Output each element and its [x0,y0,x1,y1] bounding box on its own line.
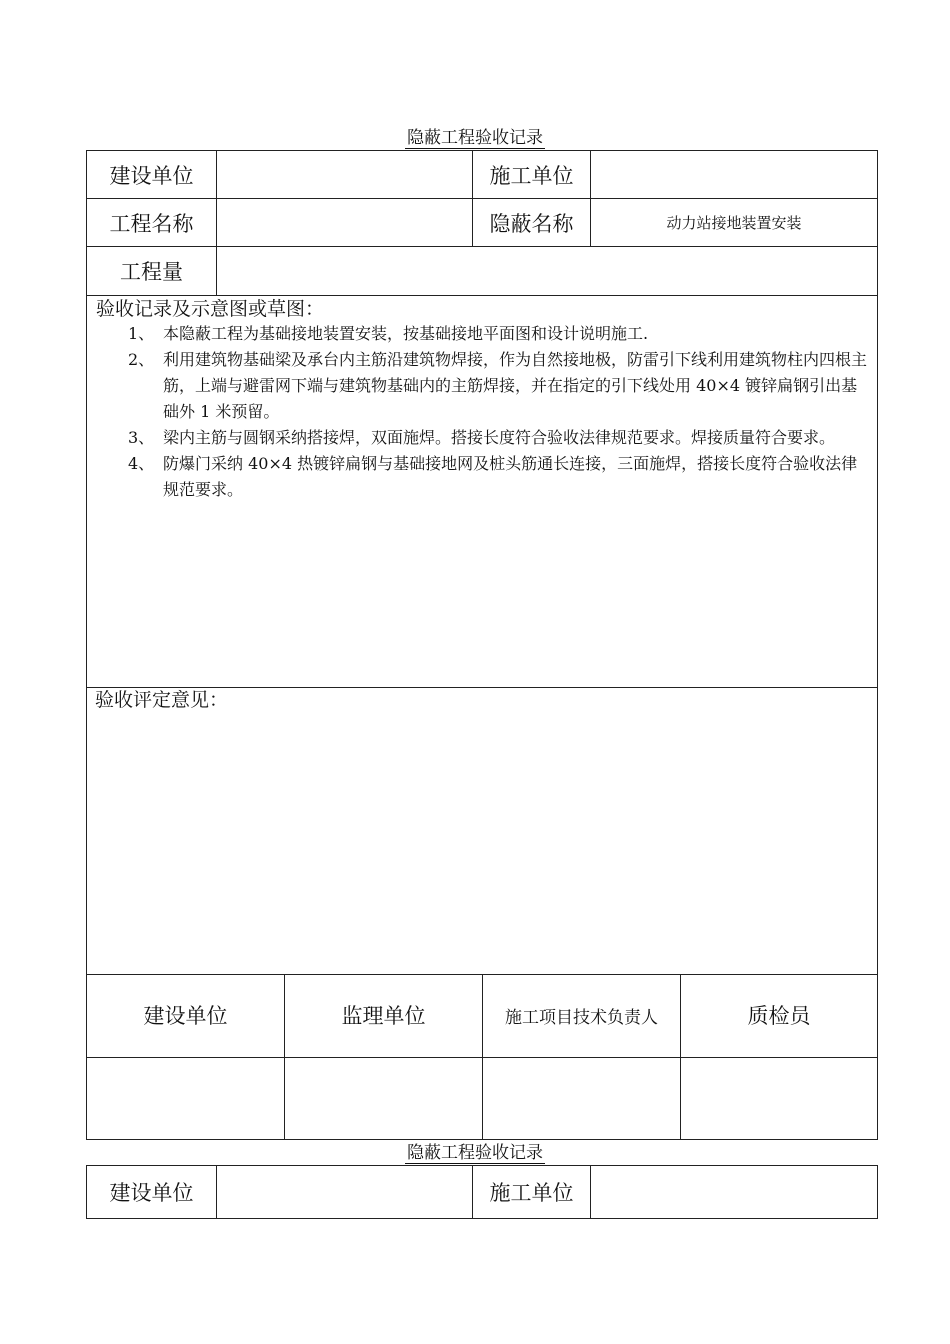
project-name-label: 工程名称 [109,211,194,236]
list-item: 1、 本隐蔽工程为基础接地装置安装，按基础接地平面图和设计说明施工. [128,324,649,343]
opinion-heading: 验收评定意见： [95,689,229,711]
builder-unit-label: 施工单位 [489,163,574,188]
quantity-label: 工程量 [120,260,183,284]
signature-cell[interactable] [87,1057,284,1139]
builder-unit-value-2[interactable] [591,1166,877,1218]
record-title-text: 隐蔽工程验收记录 [407,128,543,148]
signature-cell[interactable] [681,1057,877,1139]
construction-unit-label: 建设单位 [109,163,194,188]
concealed-name-value[interactable]: 动力站接地装置安装 [666,214,802,232]
builder-unit-label-2: 施工单位 [489,1181,574,1205]
record-title-2 [0,1143,950,1163]
builder-unit-value[interactable] [591,151,877,198]
construction-unit-value[interactable] [217,151,472,198]
list-item: 4、 防爆门采纳 40×4 热镀锌扁钢与基础接地网及桩头筋通长连接，三面施焊，搭接长度符合验收法律规范要求。 [128,454,858,499]
quantity-value[interactable] [217,247,877,295]
records-list [128,321,870,503]
record-title-2-text: 隐蔽工程验收记录 [407,1143,543,1163]
list-item: 3、 梁内主筋与圆钢采纳搭接焊，双面施焊。搭接长度符合验收法律规范要求。焊接质量符合要求。 [128,428,836,447]
record-title [0,128,950,148]
construction-unit-value-2[interactable] [217,1166,472,1218]
inspection-record-form-2 [86,1165,878,1219]
project-name-value[interactable] [217,199,472,246]
concealed-name-label: 隐蔽名称 [489,211,574,236]
signature-cell[interactable] [483,1057,680,1139]
sign-quality-inspector: 质检员 [747,1004,811,1028]
list-item: 2、 利用建筑物基础梁及承台内主筋沿建筑物焊接，作为自然接地极，防雷引下线利用建筑物柱内四根主筋，上端与避雷网下端与建筑物基础内的主筋焊接，并在指定的引下线处用 40×4 镀锌扁钢引出基础外 1 米预留。 [128,350,868,421]
construction-unit-label-2: 建设单位 [109,1181,194,1205]
sign-supervision-unit: 监理单位 [341,1004,426,1028]
opinion-area[interactable] [87,715,877,970]
signature-cell[interactable] [285,1057,482,1139]
sign-construction-unit: 建设单位 [143,1004,228,1028]
records-heading: 验收记录及示意图或草图： [96,298,325,320]
sign-tech-lead: 施工项目技术负责人 [505,1007,658,1028]
